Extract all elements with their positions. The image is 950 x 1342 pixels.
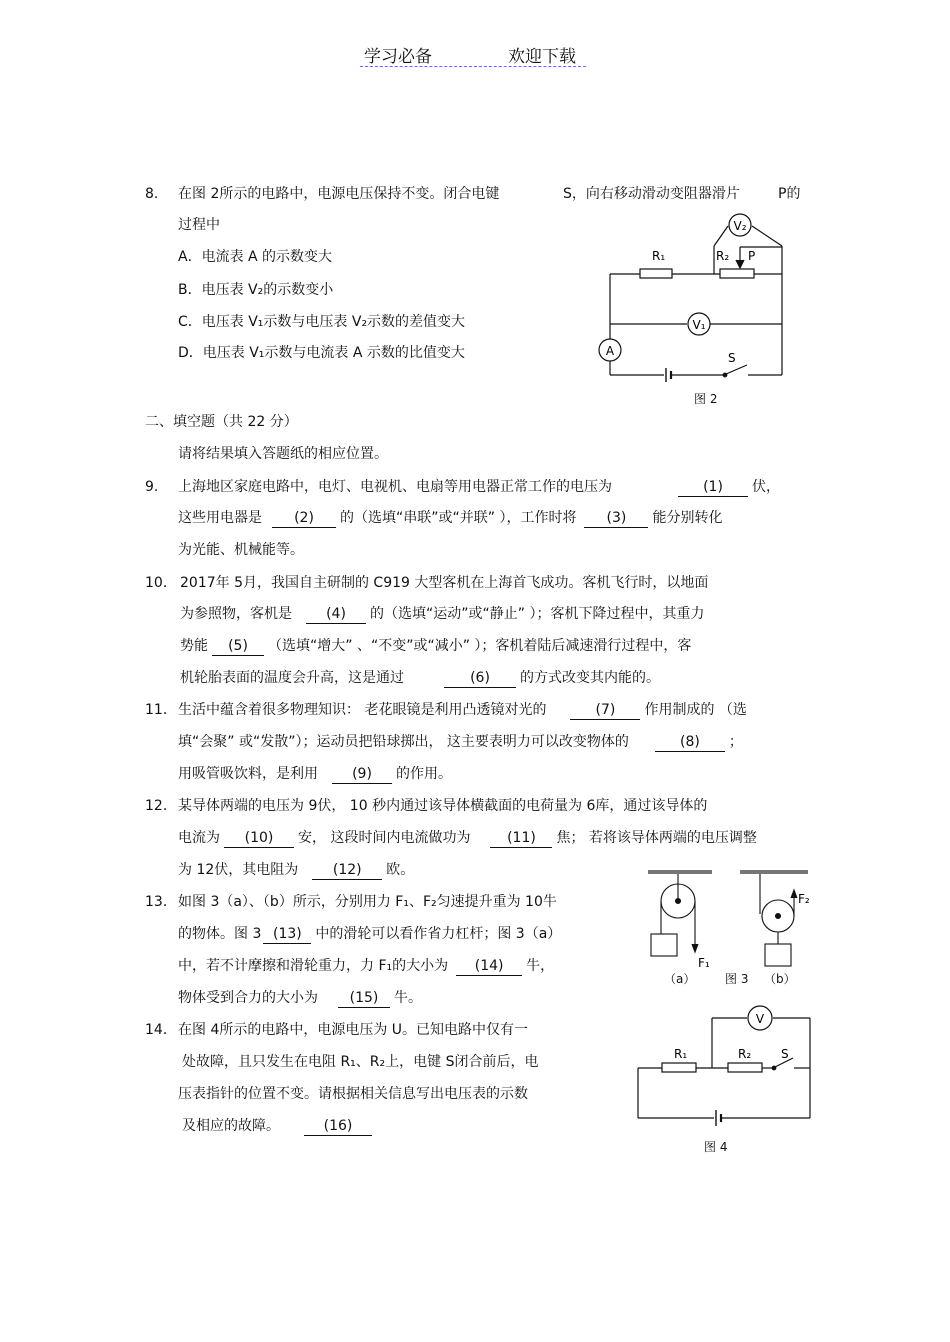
answer-blank-1[interactable]: (1) bbox=[678, 478, 748, 497]
text: 的（选填“串联”或“并联” ），工作时将 bbox=[340, 510, 577, 526]
text: 机轮胎表面的温度会升高，这是通过 bbox=[180, 670, 404, 686]
text: 牛， bbox=[526, 958, 555, 974]
answer-blank-14[interactable]: (14) bbox=[456, 957, 522, 976]
answer-blank-5[interactable]: (5) bbox=[212, 637, 264, 656]
text: 为 12伏，其电阻为 bbox=[178, 862, 299, 878]
figure-3-caption: 图 3 bbox=[725, 972, 749, 986]
figure-2-circuit bbox=[590, 208, 800, 393]
page-header bbox=[360, 38, 586, 67]
question-stem: 在图 2所示的电路中，电源电压保持不变。闭合电键 bbox=[178, 186, 500, 202]
text-line bbox=[178, 860, 414, 880]
r1-label: R₁ bbox=[652, 249, 666, 263]
text-line: 在图 4所示的电路中，电源电压为 U。已知电路中仅有一 bbox=[178, 1022, 529, 1038]
question-stem: S，向右移动滑动变阻器滑片 bbox=[563, 186, 740, 202]
text-line: 压表指针的位置不变。请根据相关信息写出电压表的示数 bbox=[178, 1086, 528, 1102]
text-line bbox=[178, 988, 422, 1008]
r2-label: R₂ bbox=[738, 1047, 752, 1061]
text: 用吸管吸饮料，是利用 bbox=[178, 766, 318, 782]
text: 中，若不计摩擦和滑轮重力，力 F₁的大小为 bbox=[178, 958, 449, 974]
text-line bbox=[180, 636, 691, 656]
figure-4-caption: 图 4 bbox=[704, 1140, 728, 1154]
text: （选填“增大” 、“不变”或“减小” ）；客机着陆后减速滑行过程中，客 bbox=[268, 638, 692, 654]
text-line bbox=[178, 700, 747, 720]
text-line bbox=[178, 477, 780, 497]
text: 上海地区家庭电路中，电灯、电视机、电扇等用电器正常工作的电压为 bbox=[178, 479, 612, 495]
option-b: B．电压表 V₂的示数变小 bbox=[178, 282, 334, 298]
answer-blank-3[interactable]: (3) bbox=[584, 509, 648, 528]
text-line bbox=[180, 668, 660, 688]
a-label: A bbox=[605, 344, 615, 358]
text: 作用制成的 （选 bbox=[644, 702, 747, 718]
text: 安， 这段时间内电流做功为 bbox=[298, 830, 471, 846]
answer-blank-10[interactable]: (10) bbox=[224, 829, 294, 848]
text: 为参照物，客机是 bbox=[180, 606, 292, 622]
text-line bbox=[182, 1116, 376, 1136]
answer-blank-4[interactable]: (4) bbox=[306, 605, 366, 624]
figure-4-circuit bbox=[630, 1000, 820, 1130]
question-number: 14． bbox=[145, 1022, 177, 1038]
r2-label: R₂ bbox=[716, 249, 730, 263]
question-number: 8. bbox=[145, 186, 159, 202]
answer-blank-7[interactable]: (7) bbox=[570, 701, 640, 720]
question-number: 10． bbox=[145, 575, 177, 591]
text: 伏， bbox=[752, 479, 780, 495]
f2-label: F₂ bbox=[798, 892, 810, 906]
answer-blank-11[interactable]: (11) bbox=[490, 829, 552, 848]
text: 的（选填“运动”或“静止” ）；客机下降过程中，其重力 bbox=[370, 606, 705, 622]
question-stem: P的 bbox=[778, 186, 801, 202]
text-line bbox=[178, 764, 452, 784]
answer-blank-8[interactable]: (8) bbox=[655, 733, 725, 752]
resistor-r2-shape bbox=[720, 269, 754, 278]
text: ； bbox=[728, 734, 743, 750]
text-line bbox=[178, 924, 561, 944]
weight-b-shape bbox=[765, 944, 791, 966]
question-number: 9. bbox=[145, 479, 159, 495]
r1-label: R₁ bbox=[674, 1047, 688, 1061]
answer-blank-15[interactable]: (15) bbox=[338, 989, 390, 1008]
text-line: 处故障，且只发生在电阻 R₁、R₂上，电键 S闭合前后，电 bbox=[182, 1054, 539, 1070]
option-c: C．电压表 V₁示数与电压表 V₂示数的差值变大 bbox=[178, 314, 466, 330]
header-right: 欢迎下载 bbox=[508, 47, 576, 67]
s-label: S bbox=[728, 351, 736, 365]
answer-blank-9[interactable]: (9) bbox=[332, 765, 392, 784]
weight-a-shape bbox=[651, 934, 677, 956]
text: 牛。 bbox=[394, 990, 422, 1006]
text-line: 某导体两端的电压为 9伏， 10 秒内通过该导体横截面的电荷量为 6库，通过该导体的 bbox=[178, 798, 708, 814]
text: 焦； 若将该导体两端的电压调整 bbox=[556, 830, 757, 846]
resistor-r1-shape bbox=[640, 269, 672, 278]
question-number: 11． bbox=[145, 702, 177, 718]
text: 物体受到合力的大小为 bbox=[178, 990, 318, 1006]
text: 的作用。 bbox=[396, 766, 452, 782]
resistor-r2-shape bbox=[728, 1063, 762, 1072]
section-instruction: 请将结果填入答题纸的相应位置。 bbox=[178, 446, 388, 462]
text-line bbox=[178, 828, 757, 848]
answer-blank-16[interactable]: (16) bbox=[304, 1117, 372, 1136]
v1-label: V₁ bbox=[692, 318, 706, 332]
text-line bbox=[178, 508, 722, 528]
text-line: 为光能、机械能等。 bbox=[178, 542, 304, 558]
answer-blank-6[interactable]: (6) bbox=[444, 669, 516, 688]
text: 欧。 bbox=[386, 862, 415, 878]
p-label: P bbox=[748, 249, 756, 263]
answer-blank-2[interactable]: (2) bbox=[272, 509, 336, 528]
figure-3b-label: （b） bbox=[764, 972, 796, 986]
text-line bbox=[178, 956, 554, 976]
section-title: 二、填空题（共 22 分） bbox=[145, 414, 298, 430]
answer-blank-13[interactable]: (13) bbox=[263, 925, 311, 944]
v-label: V bbox=[755, 1012, 765, 1026]
text: 的物体。图 3 bbox=[178, 926, 262, 942]
text: 电流为 bbox=[178, 830, 220, 846]
figure-2-caption: 图 2 bbox=[694, 392, 718, 406]
answer-blank-12[interactable]: (12) bbox=[312, 861, 382, 880]
resistor-r1-shape bbox=[662, 1063, 696, 1072]
v2-label: V₂ bbox=[733, 219, 747, 233]
text: 能分别转化 bbox=[652, 510, 723, 526]
text-line bbox=[180, 604, 704, 624]
f1-label: F₁ bbox=[698, 956, 710, 970]
text: 这些用电器是 bbox=[178, 510, 262, 526]
option-d: D．电压表 V₁示数与电流表 A 示数的比值变大 bbox=[178, 345, 465, 361]
text: 及相应的故障。 bbox=[182, 1118, 280, 1134]
text: 中的滑轮可以看作省力杠杆；图 3（a） bbox=[315, 926, 562, 942]
question-number: 13． bbox=[145, 894, 177, 910]
text: 势能 bbox=[180, 638, 208, 654]
text: 填“会聚” 或“发散”）；运动员把铅球掷出， 这主要表明力可以改变物体的 bbox=[178, 734, 629, 750]
header-left: 学习必备 bbox=[364, 47, 432, 67]
text-line bbox=[178, 732, 743, 752]
s-label: S bbox=[781, 1047, 789, 1061]
option-a: A．电流表 A 的示数变大 bbox=[178, 249, 333, 265]
text: 生活中蕴含着很多物理知识： 老花眼镜是利用凸透镜对光的 bbox=[178, 702, 547, 718]
question-stem: 过程中 bbox=[178, 217, 220, 233]
figure-3a-label: （a） bbox=[664, 972, 696, 986]
text-line: 2017年 5月，我国自主研制的 C919 大型客机在上海首飞成功。客机飞行时，以地面 bbox=[180, 575, 709, 591]
question-number: 12． bbox=[145, 798, 177, 814]
text: 的方式改变其内能的。 bbox=[520, 670, 660, 686]
text-line: 如图 3（a）、（b）所示，分别用力 F₁、F₂匀速提升重为 10牛 bbox=[178, 894, 557, 910]
